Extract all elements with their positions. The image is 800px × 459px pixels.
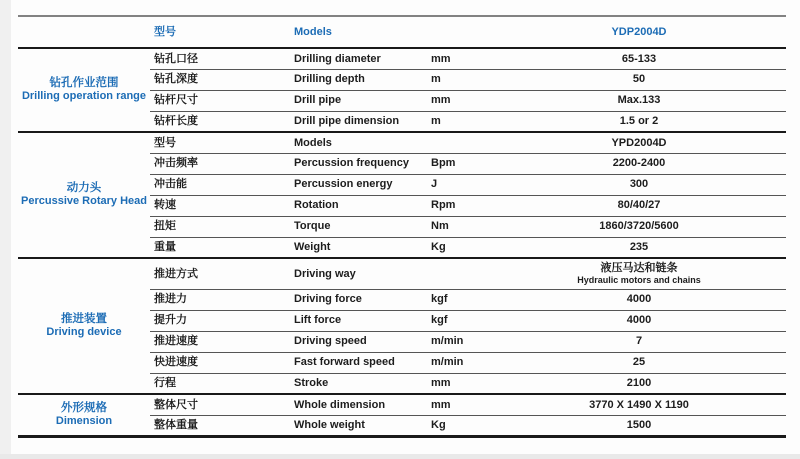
category-label-cn: 推进装置 [61, 313, 107, 326]
spec-value: 1860/3720/5600 [492, 216, 786, 237]
spec-name-en: Whole weight [290, 415, 426, 436]
spec-name-en: Torque [290, 216, 426, 237]
spec-name-cn: 钻杆长度 [150, 111, 290, 132]
spec-value-en: Hydraulic motors and chains [577, 275, 701, 286]
spec-name-en: Drill pipe dimension [290, 111, 426, 132]
spec-value: 4000 [492, 310, 786, 331]
spec-name-cn: 钻孔深度 [150, 69, 290, 90]
spec-name-en: Rotation [290, 195, 426, 216]
spec-value: 1500 [492, 415, 786, 436]
spec-row-3-0 [18, 394, 786, 415]
spec-name-cn: 推进方式 [150, 258, 290, 289]
spec-name-cn: 钻孔口径 [150, 48, 290, 69]
category-cell-0 [18, 48, 150, 132]
spec-name-cn: 快进速度 [150, 352, 290, 373]
spec-value: 4000 [492, 289, 786, 310]
spec-unit: m/min [426, 352, 492, 373]
spec-value-cn: 液压马达和链条 [600, 262, 678, 275]
spec-name-cn: 行程 [150, 373, 290, 394]
spec-row-1-0 [18, 132, 786, 153]
spec-unit: m [426, 111, 492, 132]
spec-value [492, 258, 786, 289]
spec-unit: m/min [426, 331, 492, 352]
spec-unit [426, 132, 492, 153]
spec-value: 2200-2400 [492, 153, 786, 174]
category-label-cn: 动力头 [66, 182, 102, 195]
header-unit-spacer [426, 16, 492, 48]
spec-value: 3770 X 1490 X 1190 [492, 394, 786, 415]
spec-unit: kgf [426, 289, 492, 310]
page-left-edge [0, 0, 11, 459]
spec-value: 25 [492, 352, 786, 373]
spec-unit [426, 258, 492, 289]
category-cell-1 [18, 132, 150, 258]
spec-unit: J [426, 174, 492, 195]
spec-name-cn: 扭矩 [150, 216, 290, 237]
spec-value: 2100 [492, 373, 786, 394]
spec-name-cn: 钻杆尺寸 [150, 90, 290, 111]
spec-value: 65-133 [492, 48, 786, 69]
spec-name-en: Stroke [290, 373, 426, 394]
spec-unit: mm [426, 48, 492, 69]
spec-name-cn: 转速 [150, 195, 290, 216]
category-label-cn: 钻孔作业范围 [49, 77, 119, 90]
spec-unit: Bpm [426, 153, 492, 174]
category-cell-3 [18, 394, 150, 436]
spec-value: 235 [492, 237, 786, 258]
spec-unit: mm [426, 90, 492, 111]
spec-name-en: Whole dimension [290, 394, 426, 415]
spec-name-cn: 推进力 [150, 289, 290, 310]
spec-name-en: Drill pipe [290, 90, 426, 111]
spec-name-cn: 推进速度 [150, 331, 290, 352]
spec-name-en: Driving way [290, 258, 426, 289]
spec-name-cn: 型号 [150, 132, 290, 153]
spec-unit: mm [426, 394, 492, 415]
spec-name-en: Models [290, 132, 426, 153]
spec-unit: Kg [426, 415, 492, 436]
header-model-value: YDP2004D [611, 25, 667, 38]
spec-name-en: Driving force [290, 289, 426, 310]
category-label-en: Driving device [46, 326, 122, 339]
spec-value: 1.5 or 2 [492, 111, 786, 132]
page-bottom-edge [0, 454, 800, 459]
spec-value: YPD2004D [492, 132, 786, 153]
spec-value: 80/40/27 [492, 195, 786, 216]
spec-name-cn: 整体尺寸 [150, 394, 290, 415]
header-row [18, 16, 786, 48]
spec-value: 300 [492, 174, 786, 195]
spec-value: Max.133 [492, 90, 786, 111]
spec-name-en: Weight [290, 237, 426, 258]
category-label-cn: 外形规格 [61, 402, 107, 415]
spec-unit: mm [426, 373, 492, 394]
spec-name-cn: 重量 [150, 237, 290, 258]
spec-name-en: Drilling diameter [290, 48, 426, 69]
spec-name-en: Fast forward speed [290, 352, 426, 373]
category-label-en: Drilling operation range [21, 90, 147, 103]
spec-table [18, 15, 786, 438]
category-label-en: Dimension [55, 415, 113, 428]
spec-name-cn: 冲击能 [150, 174, 290, 195]
spec-name-en: Driving speed [290, 331, 426, 352]
spec-row-0-0 [18, 48, 786, 69]
header-model-label-en: Models [294, 25, 332, 38]
header-model-label-cn: 型号 [154, 25, 176, 38]
spec-unit: Kg [426, 237, 492, 258]
spec-unit: kgf [426, 310, 492, 331]
spec-table-body [18, 48, 786, 436]
spec-name-en: Percussion energy [290, 174, 426, 195]
spec-name-cn: 提升力 [150, 310, 290, 331]
spec-name-en: Percussion frequency [290, 153, 426, 174]
header-category-spacer [18, 16, 150, 48]
spec-value: 50 [492, 69, 786, 90]
spec-name-cn: 整体重量 [150, 415, 290, 436]
category-cell-2 [18, 258, 150, 394]
spec-unit: Nm [426, 216, 492, 237]
spec-unit: Rpm [426, 195, 492, 216]
spec-row-2-0 [18, 258, 786, 289]
spec-name-en: Lift force [290, 310, 426, 331]
spec-name-cn: 冲击频率 [150, 153, 290, 174]
spec-value: 7 [492, 331, 786, 352]
spec-name-en: Drilling depth [290, 69, 426, 90]
category-label-en: Percussive Rotary Head [21, 195, 147, 208]
spec-unit: m [426, 69, 492, 90]
